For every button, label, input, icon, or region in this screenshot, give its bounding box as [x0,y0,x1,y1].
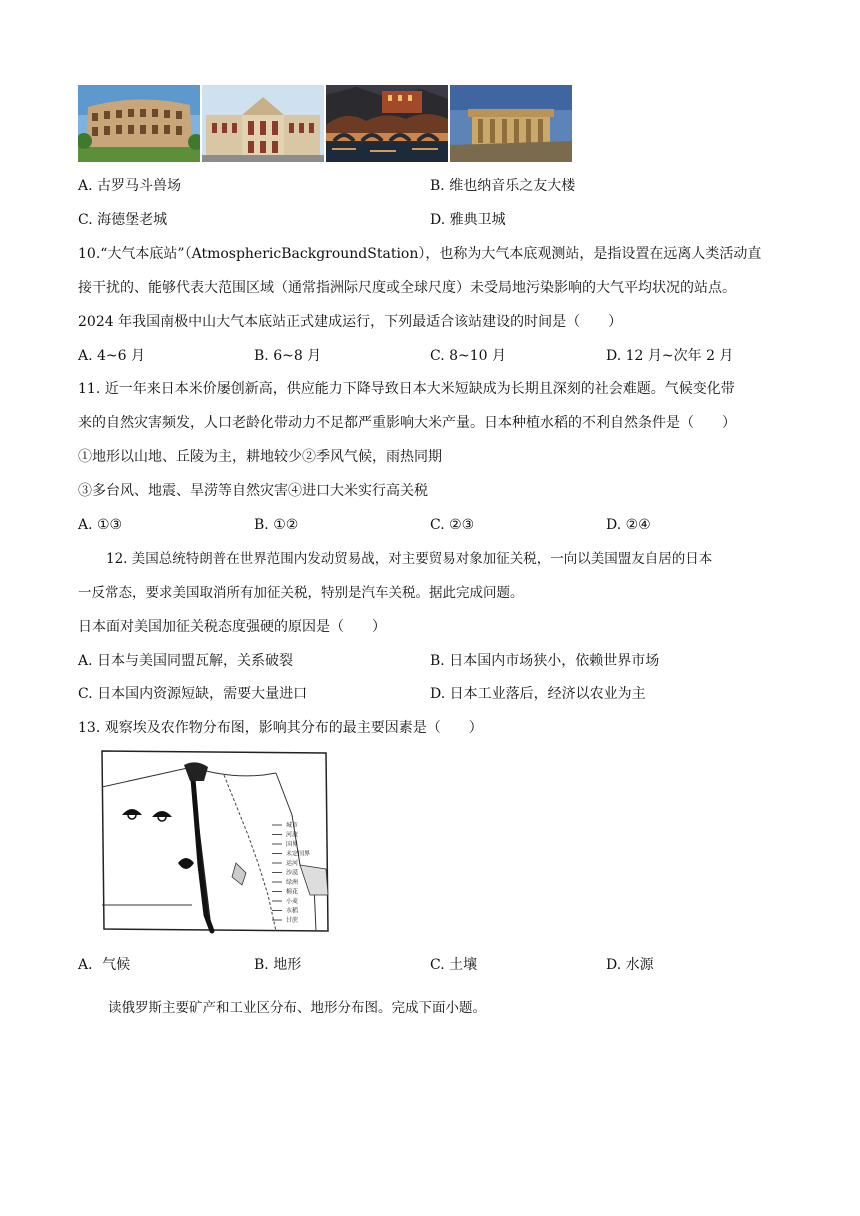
heidelberg-old-town-photo [326,85,448,162]
athens-acropolis-photo [450,85,572,162]
legend-label: 未定国界 [286,851,311,858]
legend-label: 河流 [286,832,299,839]
legend-label: 城市 [286,823,299,829]
q13-stem: 13. 观察埃及农作物分布图，影响其分布的最主要因素是（ ） [78,720,483,736]
colosseum-photo [78,85,200,162]
q10-stem-line-1: 10.“大气本底站”（AtmosphericBackgroundStation），也称为大气本底观测站，是指设置在远离人类活动直 [78,246,762,262]
egypt-crop-distribution-map [96,745,340,940]
q9-option-c[interactable]: C. 海德堡老城 [78,212,168,228]
q13-option-b[interactable]: B. 地形 [254,957,302,973]
q11-statement-line-2: ③多台风、地震、旱涝等自然灾害④进口大米实行高关税 [78,483,428,499]
legend-label: 小麦 [286,899,299,905]
q10-option-b[interactable]: B. 6~8 月 [254,348,322,364]
q10-option-c[interactable]: C. 8~10 月 [430,348,507,364]
q11-statement-line-1: ①地形以山地、丘陵为主，耕地较少②季风气候，雨热同期 [78,449,442,465]
q12-question: 日本面对美国加征关税态度强硬的原因是（ ） [78,619,386,635]
q12-stem-line-2: 一反常态，要求美国取消所有加征关税，特别是汽车关税。据此完成问题。 [78,585,524,601]
q9-option-d[interactable]: D. 雅典卫城 [430,212,506,228]
q11-option-d[interactable]: D. ②④ [606,517,651,533]
legend-label: 棉花 [286,889,299,896]
q12-option-c[interactable]: C. 日本国内资源短缺，需要大量进口 [78,686,308,702]
q13-option-d[interactable]: D. 水源 [606,957,654,973]
legend-label: 国界 [286,842,299,848]
q11-stem-line-1: 11. 近一年来日本米价屡创新高，供应能力下降导致日本大米短缺成为长期且深刻的社会难题。气候变化带 [78,381,735,397]
q11-option-c[interactable]: C. ②③ [430,517,475,533]
q10-option-d[interactable]: D. 12 月~次年 2 月 [606,348,734,364]
q13-option-a[interactable]: A．气候 [78,957,131,973]
q10-stem-line-3: 2024 年我国南极中山大气本底站正式建成运行，下列最适合该站建设的时间是（ ） [78,314,623,330]
legend-label: 沙漠 [286,870,299,877]
legend-label: 绿洲 [286,880,299,886]
legend-label: 运河 [286,861,299,867]
q10-stem-line-2: 接干扰的、能够代表大范围区域（通常指洲际尺度或全球尺度）未受局地污染影响的大气平均状况的站点。 [78,280,736,296]
q11-option-a[interactable]: A. ①③ [78,517,123,533]
q11-option-b[interactable]: B. ①② [254,517,299,533]
legend-label: 水稻 [286,908,299,915]
q12-stem-line-1: 12. 美国总统特朗普在世界范围内发动贸易战，对主要贸易对象加征关税，一向以美国盟友自居的日本 [106,551,713,567]
q9-option-b[interactable]: B. 维也纳音乐之友大楼 [430,178,576,194]
q13-option-c[interactable]: C. 土壤 [430,957,478,973]
q12-option-b[interactable]: B. 日本国内市场狭小，依赖世界市场 [430,653,660,669]
next-section-instruction: 读俄罗斯主要矿产和工业区分布、地形分布图。完成下面小题。 [108,1000,486,1016]
question-9-photos [78,85,572,162]
q12-option-a[interactable]: A. 日本与美国同盟瓦解，关系破裂 [78,653,294,669]
legend-label: 甘蔗 [286,918,299,924]
q9-option-a[interactable]: A. 古罗马斗兽场 [78,178,182,194]
q10-option-a[interactable]: A. 4~6 月 [78,348,146,364]
vienna-musikverein-photo [202,85,324,162]
q11-stem-line-2: 来的自然灾害频发，人口老龄化带动力不足都严重影响大米产量。日本种植水稻的不利自然条件是（ ） [78,415,736,431]
q12-option-d[interactable]: D. 日本工业落后，经济以农业为主 [430,686,646,702]
